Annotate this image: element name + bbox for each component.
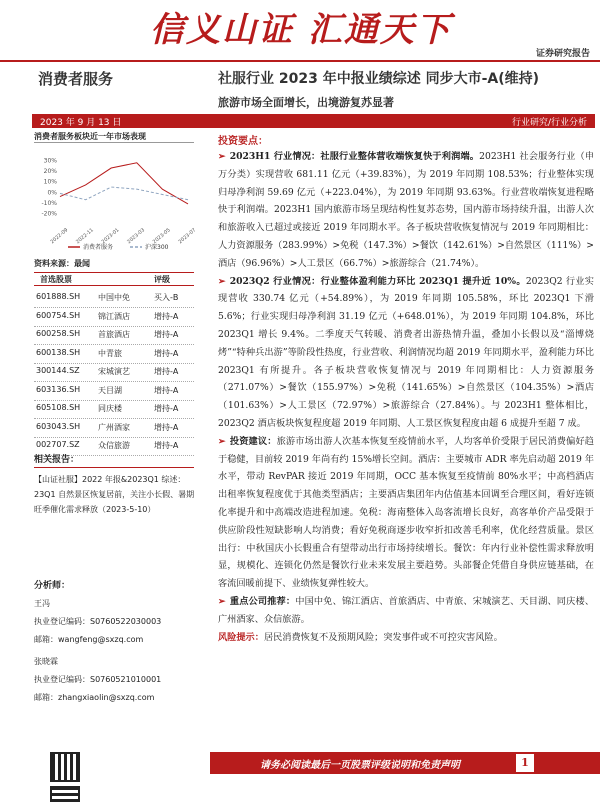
bullet-icon: ➢ xyxy=(218,435,226,447)
x-tick-label: 2022-11 xyxy=(75,227,95,246)
x-tick-label: 2022-09 xyxy=(49,227,70,246)
paragraph-heading: 重点公司推荐： xyxy=(229,595,296,607)
stock-col-header: 首选股票 xyxy=(40,275,72,284)
y-tick-label: 30% xyxy=(43,157,57,165)
paragraph-heading: 2023H1 行业情况：社服行业整体营收端恢复快于利润端。 xyxy=(229,151,480,162)
analyst-name: 张晓霖 xyxy=(34,657,58,666)
legend-label: 消费者服务 xyxy=(83,244,114,251)
x-tick-label: 2023-07 xyxy=(177,227,198,246)
y-tick-label: 20% xyxy=(43,168,57,176)
analyst-title: 分析师： xyxy=(34,581,71,591)
stock-code: 002707.SZ xyxy=(36,440,80,449)
bullet-icon: ➢ xyxy=(218,151,226,162)
stock-name: 锦江酒店 xyxy=(98,311,130,321)
paragraph-2023h1 xyxy=(218,148,594,273)
stock-code: 300144.SZ xyxy=(36,366,80,375)
stock-code: 601888.SH xyxy=(36,292,81,301)
stock-name: 中青旅 xyxy=(98,348,122,358)
stock-rating: 增持-A xyxy=(154,422,179,432)
sector-name: 消费者服务 xyxy=(38,70,114,88)
y-tick-label: -20% xyxy=(41,210,57,218)
date-bar xyxy=(32,114,595,128)
y-tick-label: -10% xyxy=(41,199,57,207)
stock-rating: 增持-A xyxy=(154,404,179,413)
paragraph-2023q2 xyxy=(218,273,594,433)
related-reports-title: 相关报告： xyxy=(34,452,194,468)
bullet-icon: ➢ xyxy=(218,275,226,287)
stock-code: 600754.SH xyxy=(36,310,81,320)
footer-bar xyxy=(210,752,600,774)
series-line xyxy=(60,163,188,204)
company-logo: 信义山证 汇通天下 xyxy=(150,10,452,50)
chart-title: 消费者服务板块近一年市场表现 xyxy=(34,132,146,141)
report-date: 2023 年 9 月 13 日 xyxy=(40,118,122,128)
paragraph-recommendations xyxy=(218,593,594,629)
stock-rating: 买入-B xyxy=(154,293,179,302)
stock-name: 天目湖 xyxy=(98,385,122,395)
y-tick-label: 10% xyxy=(43,178,57,186)
paragraph-heading: 投资建议： xyxy=(229,435,277,447)
analyst-name: 王冯 xyxy=(34,599,50,608)
stock-code: 605108.SH xyxy=(36,403,81,412)
qr-code-icon xyxy=(50,752,80,782)
x-tick-label: 2023-03 xyxy=(126,227,147,246)
report-subtitle: 旅游市场全面增长，出境游复苏显著 xyxy=(218,96,394,109)
paragraph-risk xyxy=(218,629,594,647)
qr-code-icon xyxy=(50,786,80,802)
analyst-cert: 执业登记编码：S0760522030003 xyxy=(34,617,162,626)
analyst-email[interactable]: 邮箱：wangfeng@sxzq.com xyxy=(34,635,144,644)
stock-name: 宋城演艺 xyxy=(98,367,130,376)
stock-rating: 增持-A xyxy=(154,330,179,339)
legend-label: 沪深300 xyxy=(145,244,169,251)
stock-name: 首旅酒店 xyxy=(98,330,130,339)
x-tick-label: 2023-05 xyxy=(151,227,172,246)
chart-svg xyxy=(34,143,198,253)
paragraph-heading: 2023Q2 行业情况：行业整体盈利能力环比 2023Q1 提升近 10%。 xyxy=(229,275,526,287)
stock-rating: 增持-A xyxy=(154,385,179,395)
paragraph-body: 2023Q2 行业实现营收 330.74 亿元（+54.89%），为 2019 年同期 105.58%，环比 2023Q1 下滑 5.6%；行业实现归母净利润 31.19 亿元（+648.01%），为 2019 年同期 104.8%，环比 2023Q1 增长 9.4%。二季度天气转暖、消费者出游热情升温，叠加小长假以及“淄博烧烤”“特种兵出游”等阶段性热度，行业营收、利润情况均超 2019 年同期水平，盈利能力环比 2023Q1 有所提升。各子板块营收恢复情况与 2019 年同期相比：人力资源服务（271.07%）>餐饮（155.97%）>免税（141.65%）>自然景区（104.35%）>酒店（101.63%）>人工景区（72.97%）>旅游综合（27.84%）。与 2023H1 整体相比，2023Q2 酒店板块恢复程度超 2019 年同期、人工景区恢复程度由超 6 成提升至超 7 成。 xyxy=(218,275,594,429)
stock-code: 603136.SH xyxy=(36,384,81,394)
stock-rating: 增持-A xyxy=(154,311,179,321)
stock-name: 同庆楼 xyxy=(98,404,122,413)
risk-body: 居民消费恢复不及预期风险；突发事件或不可控灾害风险。 xyxy=(263,631,503,643)
page-number: 1 xyxy=(516,754,534,772)
stock-name: 中国中免 xyxy=(98,293,130,302)
stock-name: 众信旅游 xyxy=(98,441,130,450)
paragraph-body: 2023H1 社会服务行业（申万分类）实现营收 681.11 亿元（+39.83%），为 2019 年同期 108.53%；行业整体实现归母净利润 59.69 亿元（+223.04%），为 2019 年同期 93.63%。行业营收端恢复进程略快于利润端。2023H1 国内旅游市场呈现结构性复苏态势，国内游市场持续升温，出游人次和旅游收入已超过或接近 2019 年同期水平。各子板块营收恢复情况与 2019 年同期相比：人力资源服务（283.99%）>免税（147.3%）>餐饮（142.61%）>自然景区（111%）>酒店（96.96%）>人工景区（66.7%）>旅游综合（21.74%）。 xyxy=(218,151,594,269)
stock-code: 600258.SH xyxy=(36,329,81,338)
analyst-cert: 执业登记编码：S0760521010001 xyxy=(34,675,162,684)
stock-rating: 增持-A xyxy=(154,367,179,376)
rating-col-header: 评级 xyxy=(154,275,170,284)
stock-rating: 增持-A xyxy=(154,348,179,358)
report-category: 行业研究/行业分析 xyxy=(511,118,587,128)
analyst-email[interactable]: 邮箱：zhangxiaolin@sxzq.com xyxy=(34,693,155,702)
chart-source: 资料来源：最闻 xyxy=(34,259,90,268)
investment-points-title: 投资要点： xyxy=(218,136,268,147)
paragraph-body: 旅游市场出游人次基本恢复至疫情前水平，人均客单价受限于居民消费偏好趋于稳健，目前较 2019 年尚有约 15%增长空间。酒店：主要城市 ADR 率先启动超 2019 年水平，带动 RevPAR 接近 2019 年同期，OCC 基本恢复至疫情前 80%水平；中高档酒店出租率恢复程度优于其他类型酒店；主要酒店集团年内估值基本回调至合理区间，看好连锁化率提升和中高端改造进程加速。免税：海南整体入岛客流增长良好，高客单价产品受限于供应阶段性短缺影响人均消费；看好免税商逐步收窄折扣改善毛利率，优化经营质量。景区出行：中秋国庆小长假重合有望带动出行市场持续增长。餐饮：年内行业补偿性需求释放明显，规模化、连锁化仍然是餐饮行业未来发展主要趋势。头部餐企凭借自身供应链基础，在客流回暖前提下、业绩恢复弹性较大。 xyxy=(218,435,594,590)
disclaimer-notice: 请务必阅读最后一页股票评级说明和免责声明 xyxy=(260,760,460,771)
x-tick-label: 2023-01 xyxy=(100,227,121,246)
stock-code: 603043.SH xyxy=(36,421,81,431)
risk-heading: 风险提示： xyxy=(218,631,264,643)
y-tick-label: 0% xyxy=(47,189,57,197)
paragraph-investment-advice xyxy=(218,433,594,593)
related-report-link[interactable]: 【山证社服】2022 年报&2023Q1 综述：23Q1 自然景区恢复居前，关注小长假、暑期旺季催化需求释放（2023-5-10） xyxy=(34,475,195,514)
stock-code: 600138.SH xyxy=(36,347,81,357)
stock-name: 广州酒家 xyxy=(98,422,130,432)
stock-table-header xyxy=(34,272,194,286)
header-divider xyxy=(0,60,600,62)
market-performance-chart xyxy=(34,142,198,253)
bullet-icon: ➢ xyxy=(218,595,226,607)
report-type: 证券研究报告 xyxy=(535,49,590,59)
stock-rating: 增持-A xyxy=(154,441,179,450)
report-body xyxy=(218,148,594,646)
paragraph-body: 中国中免、锦江酒店、首旅酒店、中青旅、宋城演艺、天目湖、同庆楼、广州酒家、众信旅游。 xyxy=(218,595,595,625)
report-title: 社服行业 2023 年中报业绩综述 同步大市-A(维持) xyxy=(218,71,540,87)
